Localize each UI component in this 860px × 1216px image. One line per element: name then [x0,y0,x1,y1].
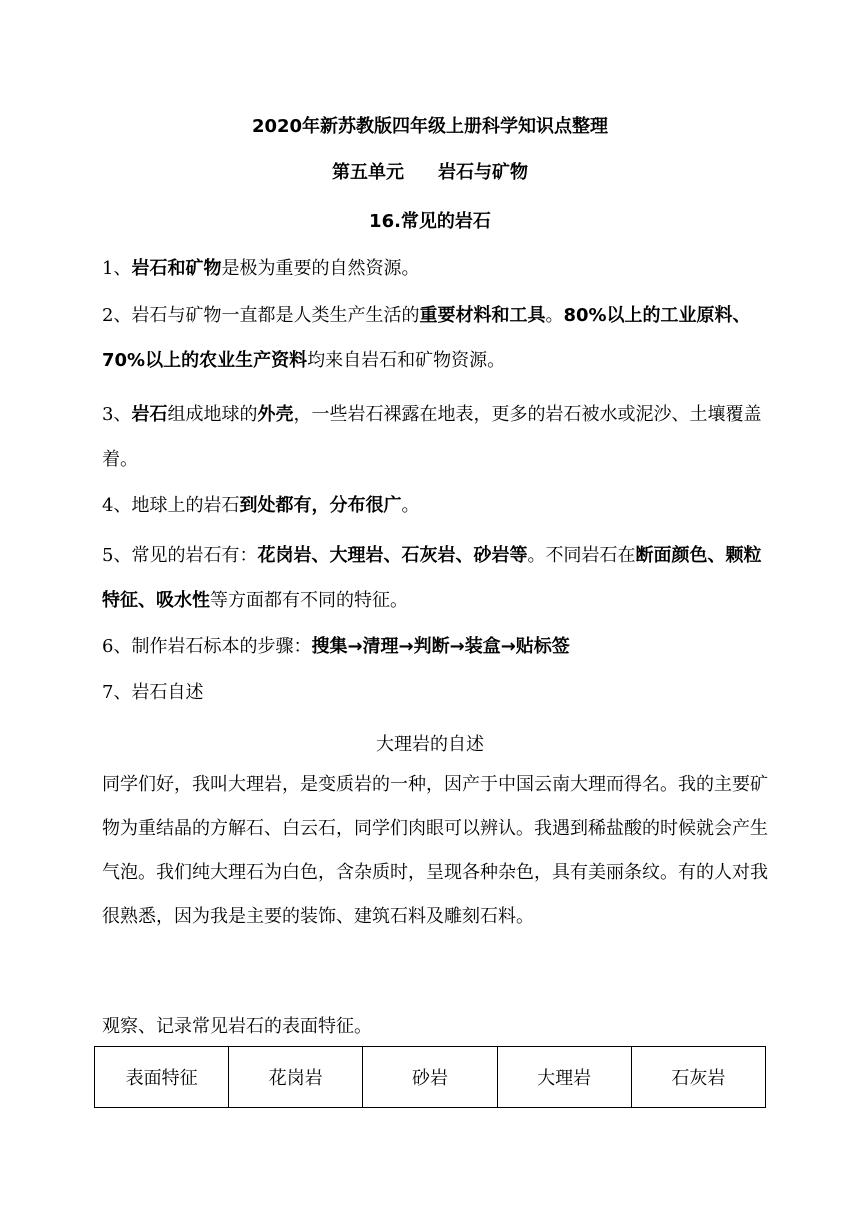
essay-title: 大理岩的自述 [376,734,484,755]
item-text: 等方面都有不同的特征。 [210,590,408,611]
item-number: 6、 [102,636,132,657]
item-number: 1、 [102,258,132,279]
item-text: 是极为重要的自然资源。 [221,258,420,279]
item-4 [102,483,770,528]
bold-term: 断面颜色、颗粒特征、吸水性 [102,545,762,611]
item-text: 。 [401,495,420,516]
bold-term: 搜集→清理→判断→装盒→贴标签 [311,636,570,657]
table-row [95,1047,766,1108]
item-text: 常见的岩石有： [131,545,258,566]
item-3 [102,392,770,482]
observation-prompt: 观察、记录常见岩石的表面特征。 [102,1016,372,1037]
bold-term: 重要材料和工具 [419,305,546,326]
lesson-heading: 16.常见的岩石 [369,211,491,232]
table-header-cell: 表面特征 [95,1047,229,1108]
table-header-cell: 砂岩 [363,1047,497,1108]
item-text: ，一些岩石裸露在地表，更多的岩石被水或泥沙、土壤覆盖着。 [102,404,762,470]
bold-term: 岩石和矿物 [131,258,222,279]
item-5 [102,533,770,623]
unit-heading [0,160,860,186]
item-1 [102,246,770,291]
essay-body: 同学们好，我叫大理岩，是变质岩的一种，因产于中国云南大理而得名。我的主要矿物为重结晶的方解石、白云石，同学们肉眼可以辨认。我遇到稀盐酸的时候就会产生气泡。我们纯大理石为白色，含杂质时，呈现各种杂色，具有美丽条纹。有的人对我很熟悉，因为我是主要的装饰、建筑石料及雕刻石料。 [102,774,768,927]
item-text: 均来自岩石和矿物资源。 [307,350,506,371]
document-title: 2020年新苏教版四年级上册科学知识点整理 [251,116,609,137]
item-text: 地球上的岩石 [131,495,240,516]
bold-term: 外壳 [257,404,294,425]
item-text: 岩石自述 [131,682,204,703]
item-6 [102,624,770,669]
table-header-cell: 花岗岩 [229,1047,363,1108]
item-2 [102,293,770,383]
item-number: 4、 [102,495,132,516]
rock-features-table [94,1046,766,1108]
item-text: 制作岩石标本的步骤： [131,636,312,657]
item-number: 2、 [102,305,132,326]
item-7 [102,670,770,715]
item-number: 7、 [102,682,132,703]
item-number: 5、 [102,545,132,566]
bold-term: 到处都有，分布很广 [239,495,402,516]
item-text: 岩石与矿物一直都是人类生产生活的 [131,305,420,326]
item-text: 。 [545,305,564,326]
item-number: 3、 [102,404,132,425]
unit-number: 第五单元 [332,162,404,183]
table-header-cell: 大理岩 [497,1047,631,1108]
item-text: 。不同岩石在 [527,545,636,566]
unit-topic: 岩石与矿物 [438,162,528,183]
bold-term: 80%以上的工业原料、70%以上的农业生产资料 [102,305,751,371]
bold-term: 岩石 [131,404,168,425]
bold-term: 花岗岩、大理岩、石灰岩、砂岩等 [257,545,528,566]
table-header-cell: 石灰岩 [631,1047,765,1108]
item-text: 组成地球的 [167,404,258,425]
